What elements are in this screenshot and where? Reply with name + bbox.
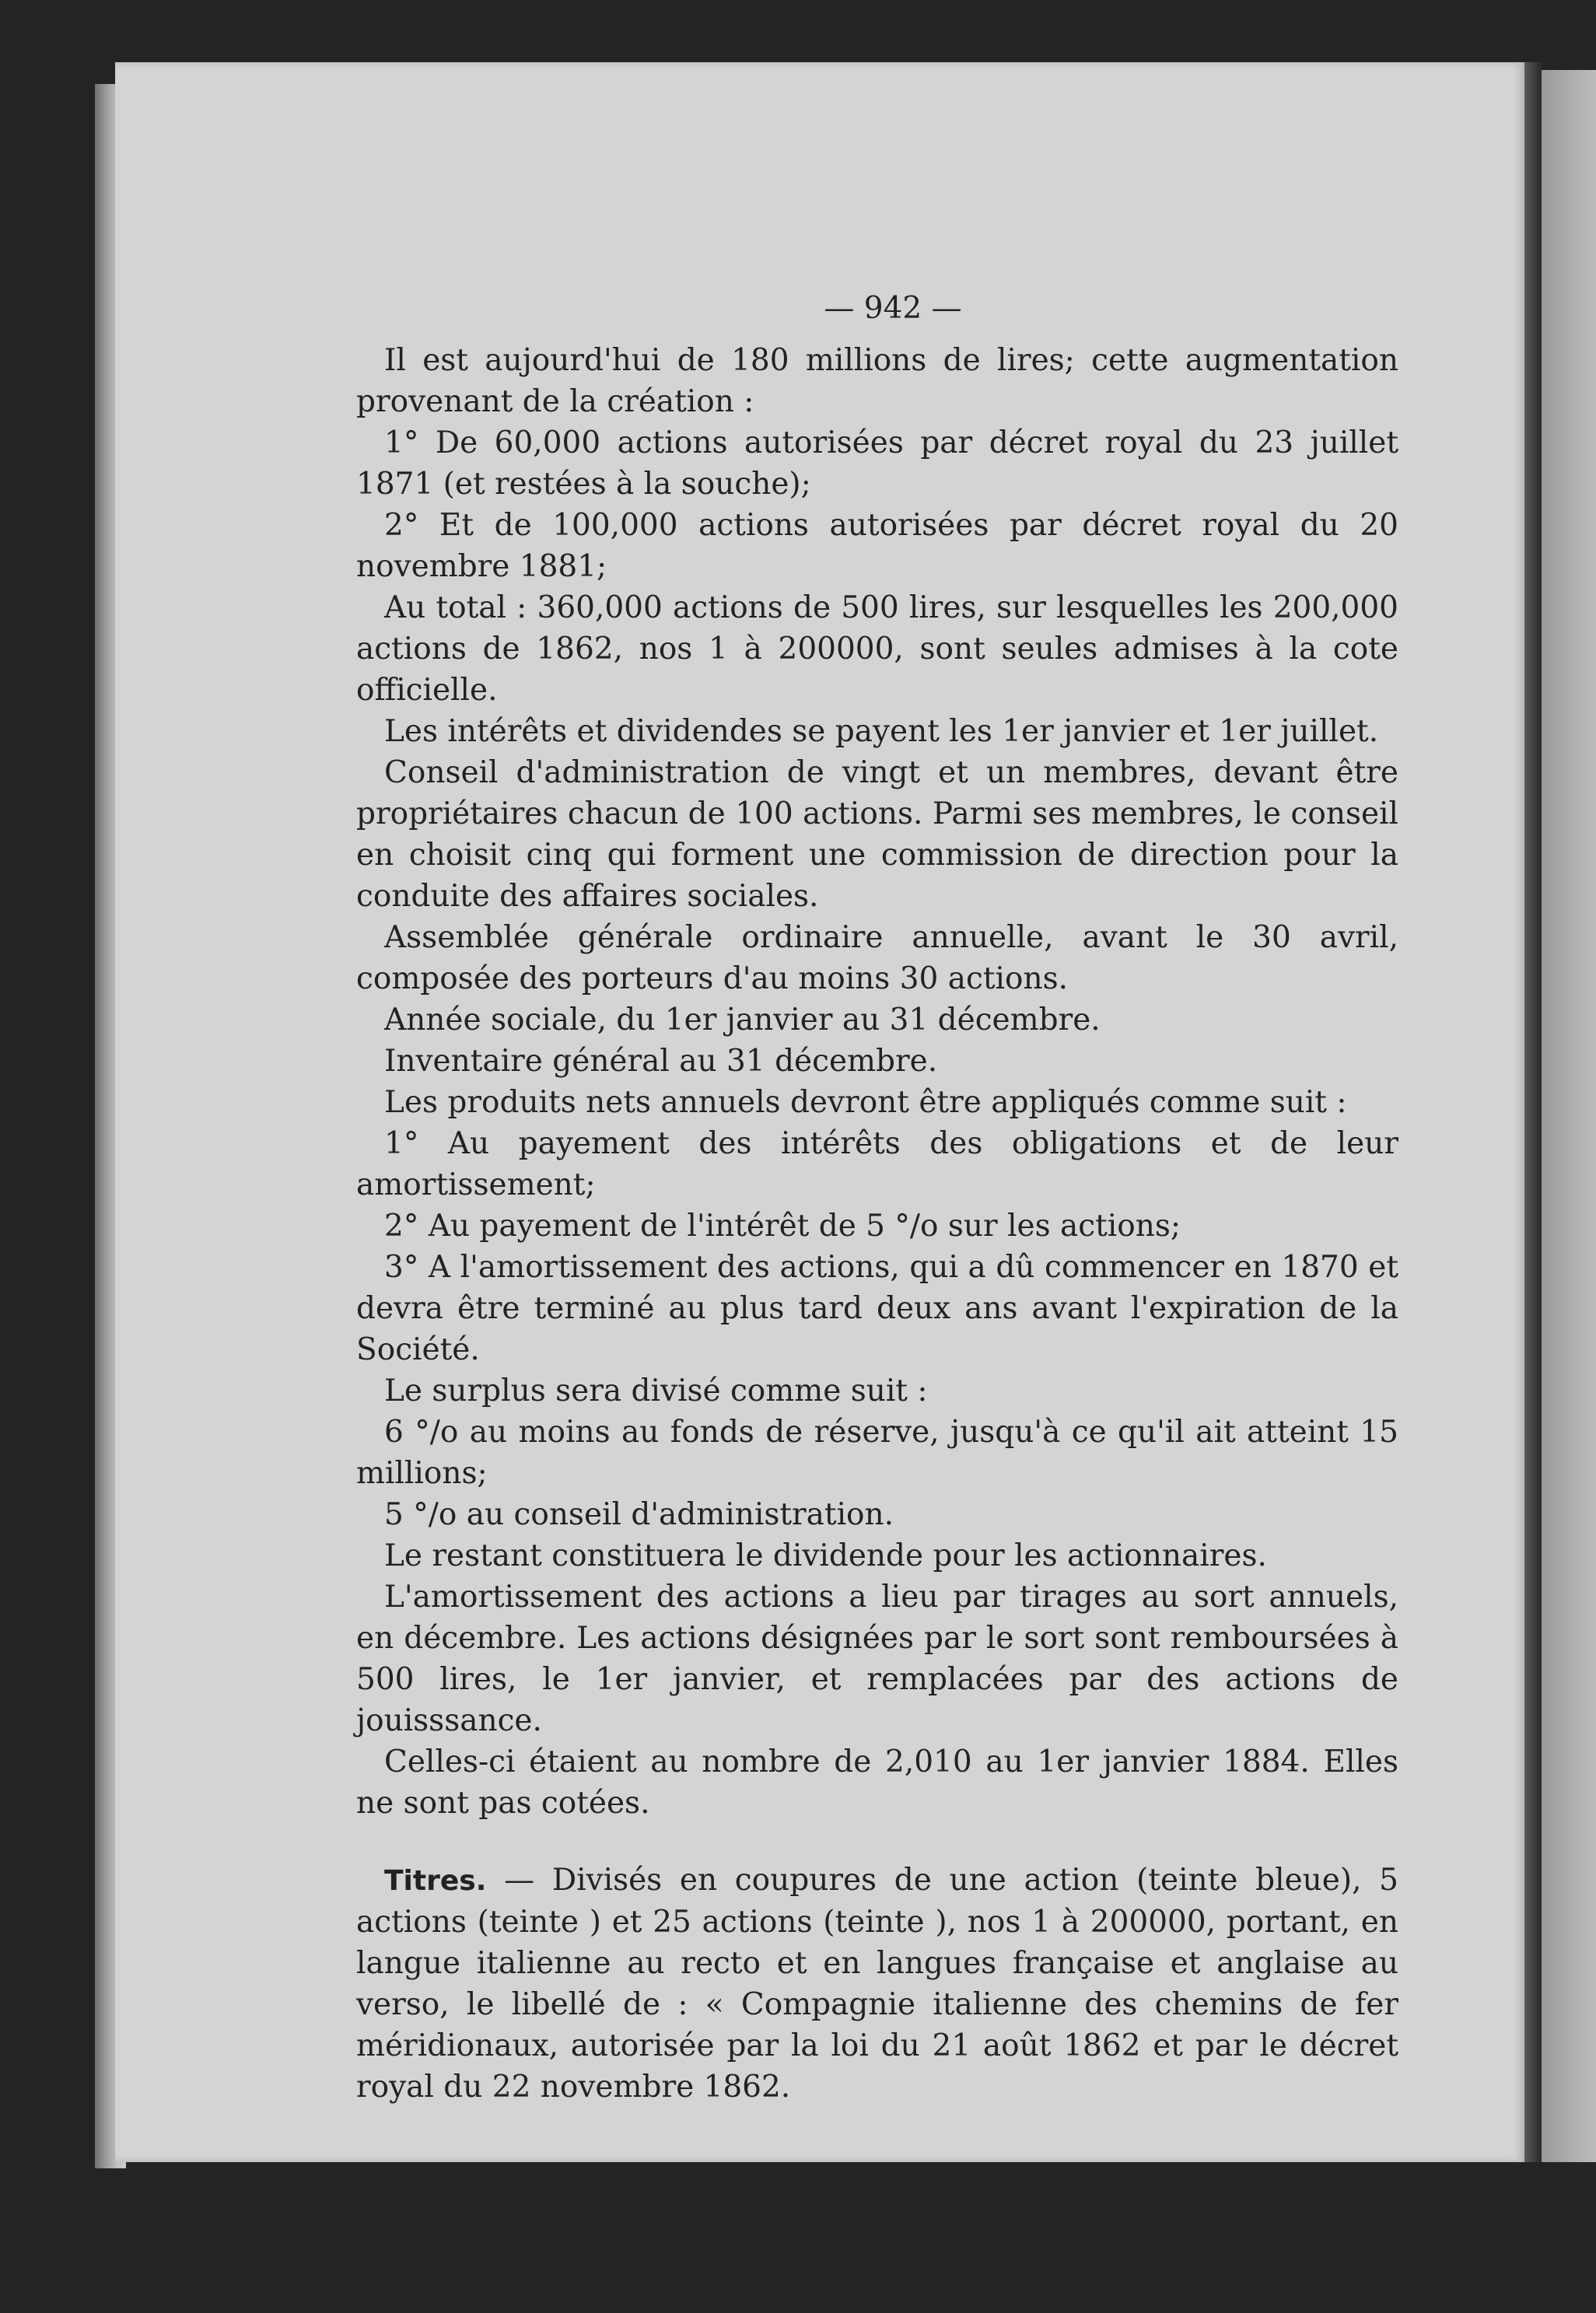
paragraph-titres bbox=[356, 1860, 1398, 2108]
paragraph-item-2: 2° Et de 100,000 actions autorisées par décret royal du 20 novembre 1881; bbox=[356, 508, 1398, 584]
paragraph-conseil: Conseil d'administration de vingt et un membres, devant être propriétaires chacun de 100 actions. Parmi ses membres, le conseil en choisit cinq qui forment une commission de direction pour la conduite des affaires sociales. bbox=[356, 755, 1398, 914]
paragraph-jouissance: Celles-ci étaient au nombre de 2,010 au 1er janvier 1884. Elles ne sont pas cotées. bbox=[356, 1744, 1398, 1821]
paragraph-surplus: Le surplus sera divisé comme suit : bbox=[384, 1373, 928, 1408]
paragraph-reserve: 6 °/o au moins au fonds de réserve, jusqu'à ce qu'il ait atteint 15 millions; bbox=[356, 1415, 1398, 1491]
paragraph-produits-3: 3° A l'amortissement des actions, qui a dû commencer en 1870 et devra être terminé au plus tard deux ans avant l'expiration de la Société. bbox=[356, 1250, 1398, 1367]
paragraph-dividende: Le restant constituera le dividende pour les actionnaires. bbox=[384, 1538, 1267, 1573]
titres-text: — Divisés en coupures de une action (teinte bleue), 5 actions (teinte ) et 25 actions (teinte ), nos 1 à 200000, portant, en langue italienne au recto et en langues française et anglaise au verso, le libellé de : « Compagnie italienne des chemins de fer méridionaux, autorisée par la loi du 21 août 1862 et par le décret royal du 22 novembre 1862. bbox=[356, 1863, 1398, 2105]
titres-label: Titres. bbox=[384, 1865, 487, 1897]
paragraph-capital: Il est aujourd'hui de 180 millions de lires; cette augmentation provenant de la création : bbox=[356, 343, 1398, 419]
paragraph-item-1: 1° De 60,000 actions autorisées par décret royal du 23 juillet 1871 (et restées à la souche); bbox=[356, 425, 1398, 502]
paragraph-produits-1: 1° Au payement des intérêts des obligations et de leur amortissement; bbox=[356, 1126, 1398, 1202]
paragraph-amortissement: L'amortissement des actions a lieu par tirages au sort annuels, en décembre. Les actions désignées par le sort sont remboursées à 500 lires, le 1er janvier, et remplacées par des actions de jouisssance. bbox=[356, 1580, 1398, 1738]
next-page-edge bbox=[1542, 70, 1596, 2162]
paragraph-inventaire: Inventaire général au 31 décembre. bbox=[384, 1044, 938, 1079]
paragraph-produits-2: 2° Au payement de l'intérêt de 5 °/o sur les actions; bbox=[384, 1209, 1181, 1244]
page-text bbox=[356, 288, 1398, 2108]
paragraph-produits: Les produits nets annuels devront être appliqués comme suit : bbox=[384, 1085, 1347, 1120]
paragraph-total: Au total : 360,000 actions de 500 lires, sur lesquelles les 200,000 actions de 1862, nos 1 à 200000, sont seules admises à la cote officielle. bbox=[356, 590, 1398, 708]
paragraph-interets: Les intérêts et dividendes se payent les 1er janvier et 1er juillet. bbox=[384, 714, 1379, 749]
page-number: — 942 — bbox=[824, 291, 962, 326]
paragraph-assemblee: Assemblée générale ordinaire annuelle, avant le 30 avril, composée des porteurs d'au moins 30 actions. bbox=[356, 920, 1398, 996]
paragraph-annee-sociale: Année sociale, du 1er janvier au 31 décembre. bbox=[384, 1003, 1101, 1038]
paragraph-conseil-part: 5 °/o au conseil d'administration. bbox=[384, 1497, 894, 1532]
page-gutter-shadow bbox=[1524, 62, 1542, 2162]
